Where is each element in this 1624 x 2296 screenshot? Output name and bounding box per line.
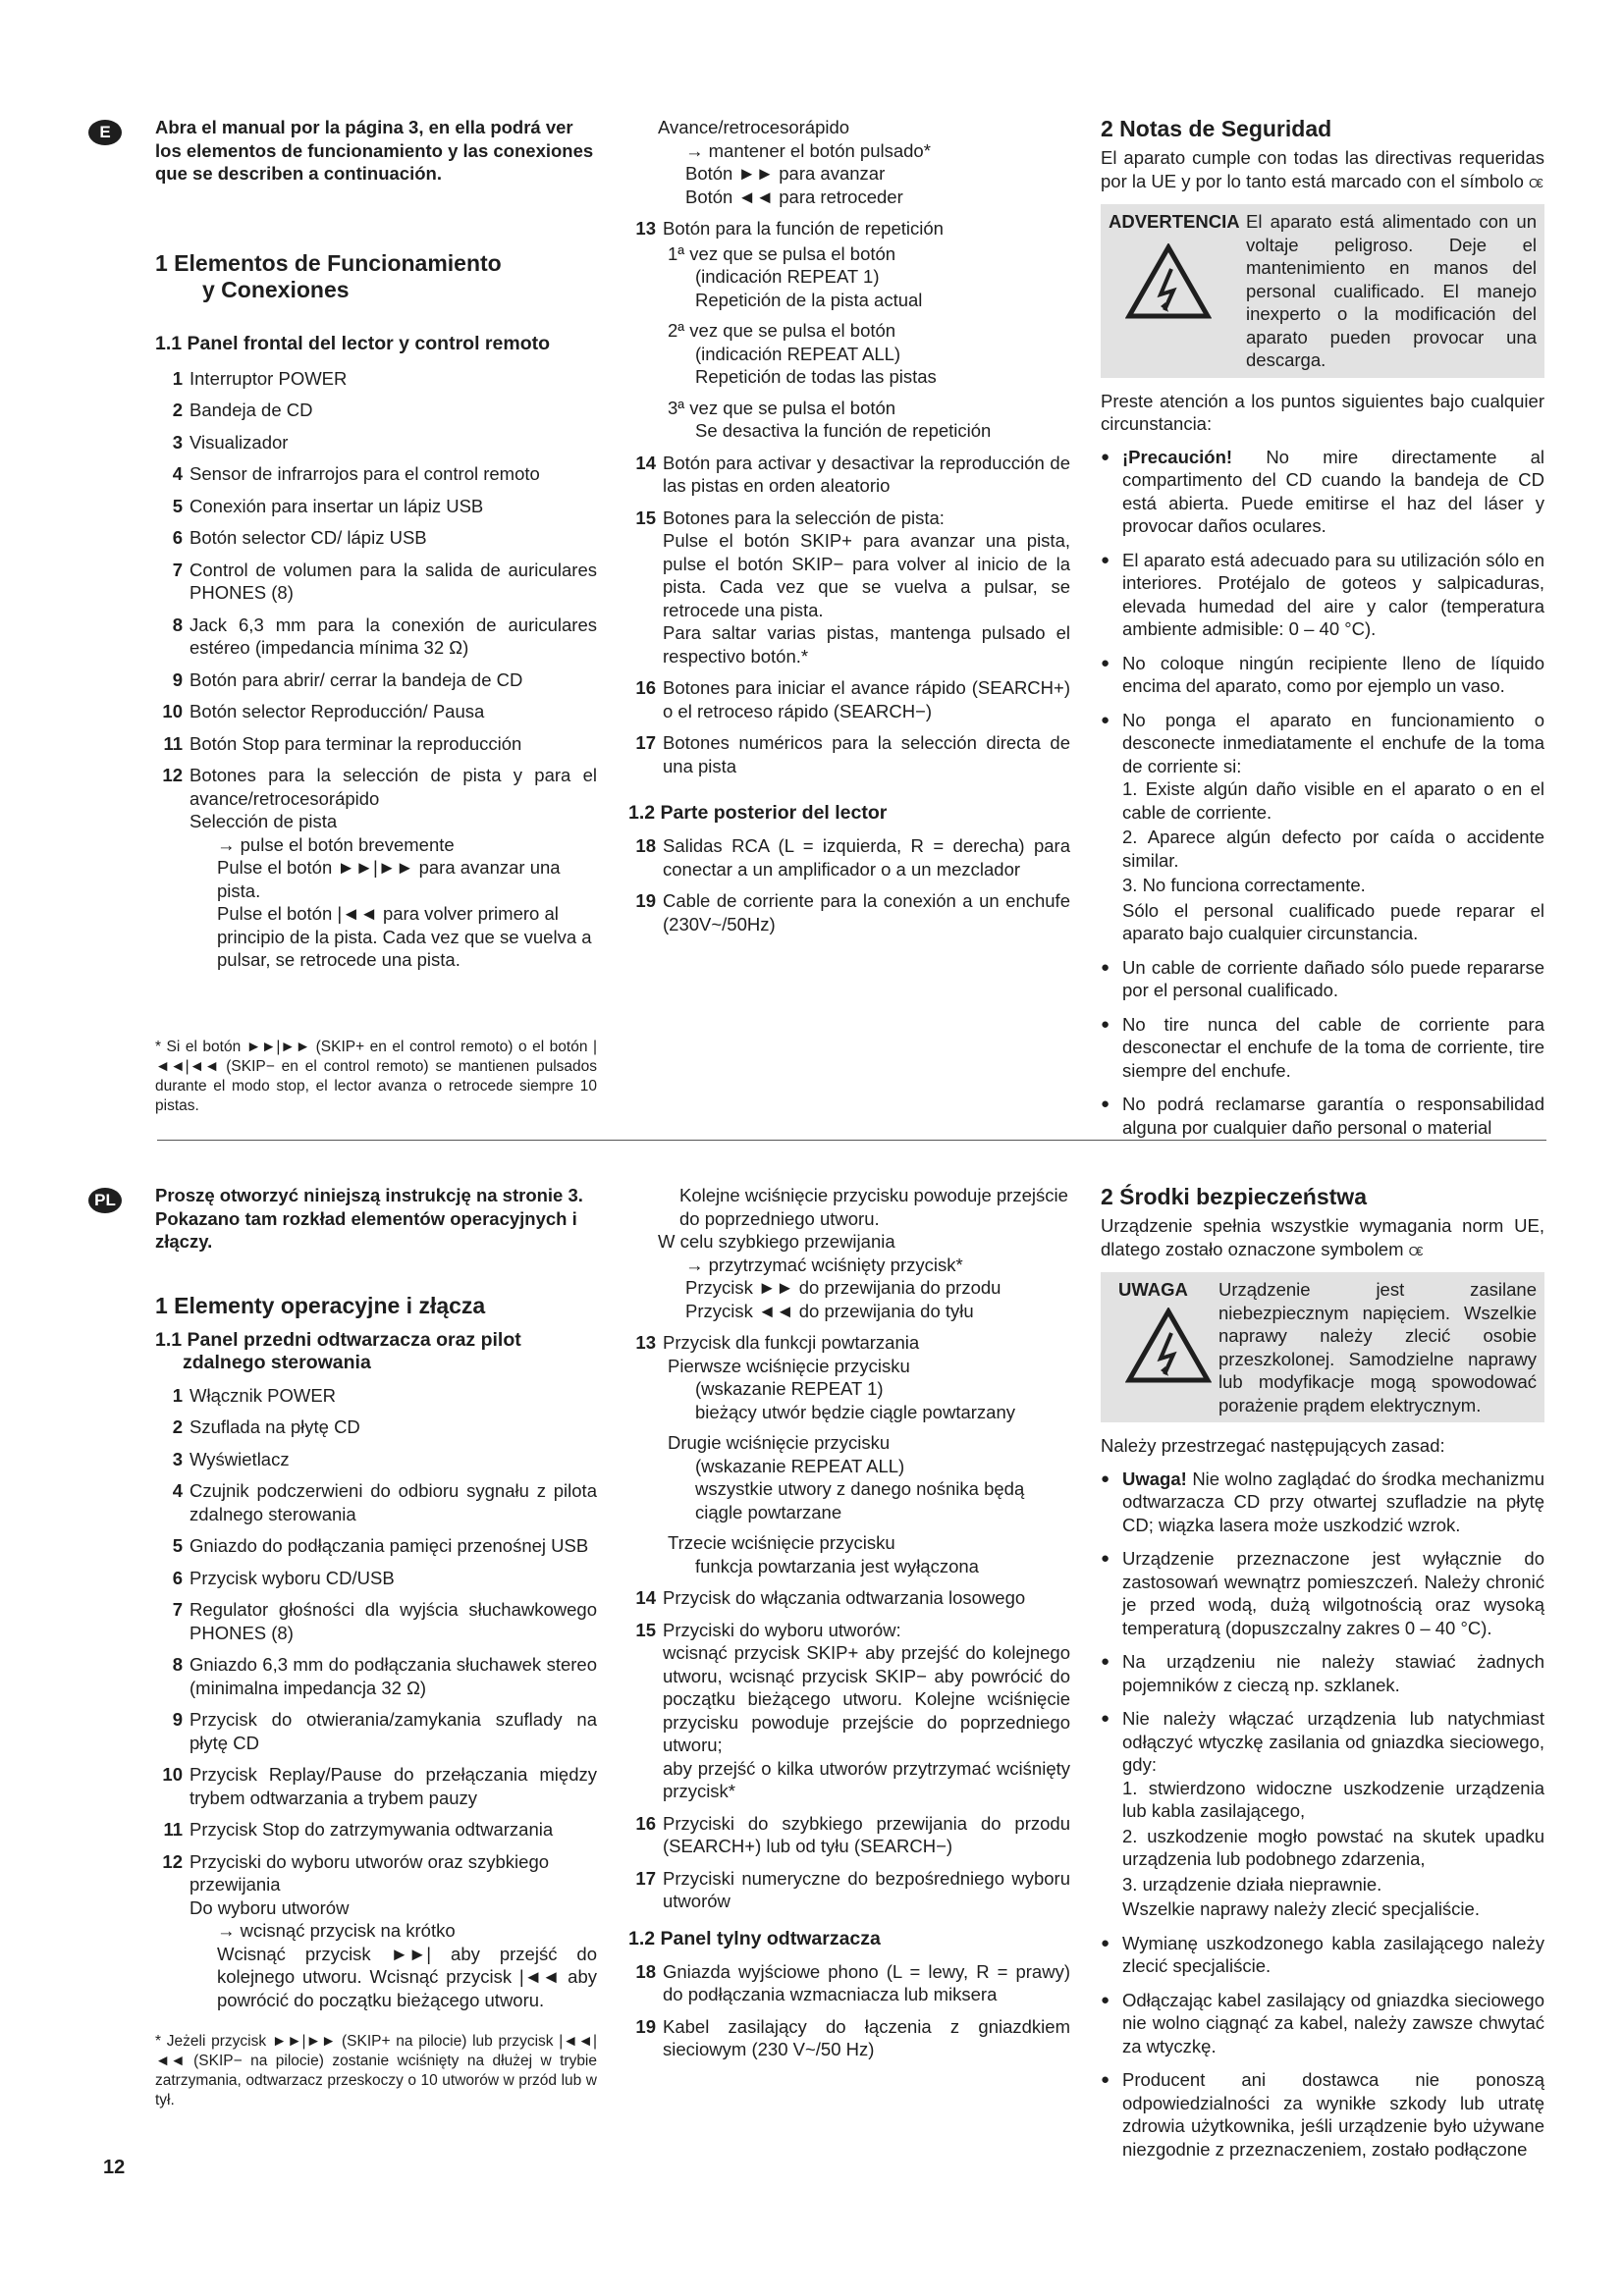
item-number: 18 xyxy=(635,835,656,856)
item-text: Bandeja de CD xyxy=(189,400,313,420)
item-number: 3 xyxy=(172,431,183,453)
item-number: 1 xyxy=(172,367,183,389)
item-number: 17 xyxy=(635,1867,656,1889)
list-item: 3. No funciona correctamente. xyxy=(1122,875,1366,895)
pl-item-12 xyxy=(155,1850,597,2012)
item-text: Sensor de infrarrojos para el control remoto xyxy=(189,463,540,484)
high-voltage-warning-icon xyxy=(1125,243,1212,320)
es-column-3 xyxy=(1101,116,1544,1149)
es-column-2 xyxy=(628,116,1070,944)
es-section12-title: 1.2 Parte posterior del lector xyxy=(628,802,888,824)
warning-text: Urządzenie jest zasilane niebezpiecznym napięciem. Wszelkie naprawy należy zlecić osobie przeszkolonej. Samodzielne naprawy lub modyfikacje mogą spowodować porażenie prądem elektrycznym. xyxy=(1218,1279,1537,1415)
item-text: Przycisk Replay/Pause do przełączania między trybem odtwarzania a trybem pauzy xyxy=(189,1764,597,1808)
section-divider xyxy=(157,1140,1546,1141)
pl-bullet-3: ● Na urządzeniu nie należy stawiać żadnych pojemników z cieczą np. szklanek. xyxy=(1101,1650,1544,1696)
item-number: 12 xyxy=(162,1850,183,1872)
es-safety-title: 2 Notas de Seguridad xyxy=(1101,116,1332,141)
repeat-effect: bieżący utwór będzie ciągle powtarzany xyxy=(695,1401,1015,1422)
pl-footnote: * Jeżeli przycisk ►►|►► (SKIP+ na pilocie) lub przycisk |◄◄|◄◄ (SKIP− na pilocie) zostanie wciśnięty na dłużej w trybie zatrzymania, odtwarzacz przeskoczy o 10 utworów w przód lub w tył. xyxy=(155,2033,597,2109)
item-number: 11 xyxy=(163,732,183,754)
item-text: Visualizador xyxy=(189,431,289,453)
es-item-12 xyxy=(155,764,597,972)
item-text: Przyciski do wyboru utworów: wcisnąć przycisk SKIP+ aby przejść do kolejnego utworu, wcisnąć przycisk SKIP− aby powrócić do początku bieżącego utworu. Kolejne wciśnięcie przycisku powoduje przejście do poprzedniego utworu; aby przejść o kilka utworów przytrzymać wciśnięty przycisk* xyxy=(663,1619,1070,1801)
es-hold-button: → mantener el botón pulsado* xyxy=(685,139,931,161)
item-text: Interruptor POWER xyxy=(189,367,348,389)
repeat-press: 3ª vez que se pulsa el botón xyxy=(668,397,896,418)
item-number: 16 xyxy=(635,677,656,698)
item-text: Gniazdo do podłączania pamięci przenośnej USB xyxy=(189,1535,589,1556)
item-text: Przyciski numeryczne do bezpośredniego wyboru utworów xyxy=(663,1867,1070,1911)
item-text: Kabel zasilający do łączenia z gniazdkiem sieciowym (230 V~/50 Hz) xyxy=(663,2015,1070,2059)
item-number: 2 xyxy=(172,400,183,420)
item-text: Przycisk wyboru CD/USB xyxy=(189,1567,395,1588)
repeat-effect: wszystkie utwory z danego nośnika będą ciągle powtarzane xyxy=(695,1478,1025,1522)
item-text: Conexión para insertar un lápiz USB xyxy=(189,495,484,516)
pl-hold-button: → przytrzymać wciśnięty przycisk* xyxy=(685,1254,963,1275)
item-text: Botones para la selección de pista: Pulse el botón SKIP+ para avanzar una pista, pulse el botón SKIP− para volver al inicio de la pista. Cada vez que se vuelva a pulsar, se retrocede una pista. Para saltar varias pistas, mantenga pulsado el respectivo botón.* xyxy=(663,507,1070,667)
item-number: 6 xyxy=(172,1567,183,1588)
numbered-item xyxy=(155,1567,597,1590)
es-footnote: * Si el botón ►►|►► (SKIP+ en el control remoto) o el botón |◄◄|◄◄ (SKIP− en el control remoto) se mantienen pulsados durante el modo stop, el lector avanza o retrocede siempre 10 pistas. xyxy=(155,1038,597,1114)
numbered-item xyxy=(628,834,1070,881)
pl-intro: Proszę otworzyć niniejszą instrukcję na stronie 3. Pokazano tam rozkład elementów operacyjnych i złączy. xyxy=(155,1185,583,1252)
numbered-item xyxy=(628,2015,1070,2061)
item-number: 4 xyxy=(172,1480,183,1501)
es-forward-button: Botón ►► para avanzar xyxy=(685,163,886,184)
pl-bullet-7: ● Producent ani dostawca nie ponoszą odpowiedzialności za wynikłe szkody lub utratę zdrowia użytkownika, jeśli urządzenie było używane niezgodnie z przeznaczeniem, zostało podłączone xyxy=(1101,2068,1544,2161)
numbered-item xyxy=(155,1763,597,1809)
item-number: 11 xyxy=(163,1819,183,1840)
pl-fast-label: W celu szybkiego przewijania xyxy=(658,1231,895,1252)
safety-intro-text: El aparato cumple con todas las directivas requeridas por la UE y por lo tanto está marcado con el símbolo xyxy=(1101,147,1544,191)
item-number: 8 xyxy=(172,614,183,635)
item-number: 4 xyxy=(172,463,183,484)
repeat-indicator: (indicación REPEAT ALL) xyxy=(695,343,901,364)
item-number: 2 xyxy=(172,1416,183,1437)
numbered-item xyxy=(155,367,597,391)
numbered-item xyxy=(628,1586,1070,1610)
list-item: 1. stwierdzono widoczne uszkodzenie urządzenia lub kabla zasilającego, xyxy=(1122,1777,1544,1821)
repeat-press: 1ª vez que se pulsa el botón xyxy=(668,242,896,264)
numbered-item xyxy=(155,668,597,692)
es-rewind-button: Botón ◄◄ para retroceder xyxy=(685,186,903,207)
list-item: 2. uszkodzenie mogło powstać na skutek upadku urządzenia lub podobnego zdarzenia, xyxy=(1122,1825,1544,1869)
item-text: Wyświetlacz xyxy=(189,1448,290,1469)
repeat-press: 2ª vez que se pulsa el botón xyxy=(668,320,896,341)
numbered-item xyxy=(155,1479,597,1525)
warning-label: UWAGA xyxy=(1118,1279,1188,1300)
item-text: Botones para iniciar el avance rápido (SEARCH+) o el retroceso rápido (SEARCH−) xyxy=(663,677,1070,721)
item-text: Przycisk dla funkcji powtarzania xyxy=(663,1332,920,1353)
es-press-back: Pulse el botón |◄◄ para volver primero al principio de la pista. Cada vez que se vuelva a pulsar, se retrocede una pista. xyxy=(217,903,592,970)
item-text: Control de volumen para la salida de auriculares PHONES (8) xyxy=(189,559,597,603)
repeat-indicator: (wskazanie REPEAT ALL) xyxy=(695,1455,905,1476)
item-number: 13 xyxy=(635,1332,656,1353)
ce-mark: C€ xyxy=(1529,175,1542,190)
list-item: 1. Existe algún daño visible en el aparato o en el cable de corriente. xyxy=(1122,778,1544,823)
es-intro: Abra el manual por la página 3, en ella podrá ver los elementos de funcionamiento y las conexiones que se describen a continuación. xyxy=(155,117,594,184)
numbered-item xyxy=(155,526,597,550)
item-number: 10 xyxy=(162,701,183,721)
es-section11-title: 1.1 Panel frontal del lector y control remoto xyxy=(155,332,551,354)
high-voltage-warning-icon xyxy=(1125,1308,1212,1384)
pl-column-3 xyxy=(1101,1184,1544,2171)
item-text: Szuflada na płytę CD xyxy=(189,1416,360,1437)
numbered-item xyxy=(155,399,597,422)
warning-label: ADVERTENCIA xyxy=(1109,211,1240,232)
bullet-tail: Wszelkie naprawy należy zlecić specjaliście. xyxy=(1122,1898,1480,1919)
repeat-indicator: (wskazanie REPEAT 1) xyxy=(695,1378,884,1399)
repeat-press: Drugie wciśnięcie przycisku xyxy=(668,1432,891,1453)
bullet-text: ● Nie należy włączać urządzenia lub natychmiast odłączyć wtyczkę zasilania od gniazdka sieciowego, gdy: xyxy=(1122,1708,1544,1775)
item-text: Przyciski do szybkiego przewijania do przodu (SEARCH+) lub od tyłu (SEARCH−) xyxy=(663,1812,1070,1856)
warning-text: El aparato está alimentado con un voltaje peligroso. Deje el mantenimiento en manos del personal cualificado. El manejo inexperto o la modificación del aparato pueden provocar una descarga. xyxy=(1246,211,1537,370)
pl-section11-title-line1: 1.1 Panel przedni odtwarzacza oraz pilot xyxy=(155,1328,521,1351)
bullet-text: No mire directamente al compartimento del CD cuando la bandeja de CD está abierta. Puede emitirse el haz del láser y provocar daños oculares. xyxy=(1122,446,1544,536)
item-number: 3 xyxy=(172,1448,183,1469)
pl-safety-intro xyxy=(1101,1214,1544,1262)
repeat-effect: Repetición de todas las pistas xyxy=(695,366,937,387)
item-number: 14 xyxy=(635,452,656,473)
list-item: 2. Aparece algún defecto por caída o accidente similar. xyxy=(1122,827,1544,871)
es-bullet-3: ● No coloque ningún recipiente lleno de líquido encima del aparato, como por ejemplo un vaso. xyxy=(1101,652,1544,698)
bullet-tail: Sólo el personal cualificado puede reparar el aparato bajo cualquier circunstancia. xyxy=(1122,899,1544,943)
es-section1-title-line2: y Conexiones xyxy=(202,276,350,302)
repeat-press: Pierwsze wciśnięcie przycisku xyxy=(668,1355,910,1376)
item-number: 9 xyxy=(172,1709,183,1730)
language-badge-es: E xyxy=(88,120,122,145)
es-bullet-2: ● El aparato está adecuado para su utilización sólo en interiores. Protéjalo de goteos y salpicaduras, elevada humedad del aire y calor (temperatura ambiente admisible: 0 – 40 °C). xyxy=(1101,549,1544,641)
pl-column-2 xyxy=(628,1184,1070,2070)
pl-section11-title-line2: zdalnego sterowania xyxy=(183,1351,371,1373)
language-badge-pl: PL xyxy=(88,1188,122,1213)
es-safety-intro xyxy=(1101,146,1544,194)
repeat-effect: Repetición de la pista actual xyxy=(695,289,923,310)
list-item: 3. urządzenie działa nieprawnie. xyxy=(1122,1873,1382,1895)
es-section1-title-line1: 1 Elementos de Funcionamiento xyxy=(155,249,502,276)
pl-bullet-2: ● Urządzenie przeznaczone jest wyłącznie do zastosowań wewnątrz pomieszczeń. Należy chronić je przed wodą, dużą wilgotnością oraz wysoką temperaturą (dopuszczalny zakres 0 – 40 °C). xyxy=(1101,1547,1544,1639)
bullet-bold: ¡Precaución! xyxy=(1122,446,1233,467)
numbered-item xyxy=(155,1415,597,1439)
bullet-text: Nie wolno zaglądać do środka mechanizmu odtwarzacza CD przy otwartej szufladzie na płytę CD; wiązka lasera może uszkodzić wzrok. xyxy=(1122,1468,1544,1535)
bullet-bold: Uwaga! xyxy=(1122,1468,1187,1489)
numbered-item xyxy=(628,676,1070,722)
numbered-item xyxy=(628,507,1070,668)
item-text: Botón para activar y desactivar la reproducción de las pistas en orden aleatorio xyxy=(663,452,1070,496)
numbered-item xyxy=(155,732,597,756)
item-text: Przyciski do wyboru utworów oraz szybkiego przewijania xyxy=(189,1850,550,1895)
pl-bullet-5: ● Wymianę uszkodzonego kabla zasilającego należy zlecić specjaliście. xyxy=(1101,1932,1544,1978)
item-text: Regulator głośności dla wyjścia słuchawkowego PHONES (8) xyxy=(189,1599,597,1643)
es-bullet-5: ● Un cable de corriente dañado sólo puede repararse por el personal cualificado. xyxy=(1101,956,1544,1002)
numbered-item xyxy=(155,1708,597,1754)
es-item-list-3 xyxy=(628,834,1070,935)
pl-bullet-6: ● Odłączając kabel zasilający od gniazdka sieciowego nie wolno ciągnąć za kabel, należy zawsze chwytać za wtyczkę. xyxy=(1101,1989,1544,2058)
numbered-item xyxy=(628,452,1070,498)
pl-continue: Kolejne wciśnięcie przycisku powoduje przejście do poprzedniego utworu. xyxy=(679,1185,1068,1229)
item-text: Czujnik podczerwieni do odbioru sygnału z pilota zdalnego sterowania xyxy=(189,1480,597,1524)
pl-column-1 xyxy=(155,1184,597,2110)
numbered-item xyxy=(628,731,1070,777)
es-press-short: → pulse el botón brevemente xyxy=(217,833,455,855)
item-text: Jack 6,3 mm para la conexión de auriculares estéreo (impedancia mínima 32 Ω) xyxy=(189,614,597,658)
item-number: 19 xyxy=(635,2015,656,2037)
es-item-13 xyxy=(628,217,1070,443)
numbered-item xyxy=(628,1619,1070,1803)
es-bullet-1 xyxy=(1101,446,1544,538)
item-number: 19 xyxy=(635,890,656,911)
numbered-item xyxy=(155,462,597,486)
pl-item-list-2 xyxy=(628,1586,1070,1913)
item-text: Cable de corriente para la conexión a un enchufe (230V~/50Hz) xyxy=(663,890,1070,934)
item-text: Botón para abrir/ cerrar la bandeja de CD xyxy=(189,668,523,690)
item-number: 10 xyxy=(162,1764,183,1785)
item-text: Botón selector Reproducción/ Pausa xyxy=(189,701,485,721)
item-number: 1 xyxy=(172,1384,183,1406)
es-track-select: Selección de pista xyxy=(189,811,338,831)
item-number: 7 xyxy=(172,1599,183,1620)
numbered-item xyxy=(155,559,597,605)
item-text: Botones para la selección de pista y para el avance/retrocesorápido xyxy=(189,765,597,809)
item-text: Botón Stop para terminar la reproducción xyxy=(189,732,522,754)
numbered-item xyxy=(155,1534,597,1558)
numbered-item xyxy=(155,1598,597,1644)
es-press-forward: Pulse el botón ►►|►► para avanzar una pista. xyxy=(217,857,561,901)
repeat-press: Trzecie wciśnięcie przycisku xyxy=(668,1532,895,1553)
es-bullet-6: ● No tire nunca del cable de corriente para desconectar el enchufe de la toma de corriente, tire siempre del enchufe. xyxy=(1101,1013,1544,1083)
item-number: 7 xyxy=(172,559,183,580)
page-number: 12 xyxy=(103,2157,126,2178)
numbered-item xyxy=(628,1960,1070,2006)
numbered-item xyxy=(155,1384,597,1408)
pl-item-list xyxy=(155,1384,597,1842)
item-number: 18 xyxy=(635,1960,656,1982)
item-text: Przycisk do włączania odtwarzania losowego xyxy=(663,1587,1026,1608)
pl-item-list-3 xyxy=(628,1960,1070,2061)
item-number: 15 xyxy=(635,507,656,528)
pl-item-13 xyxy=(628,1331,1070,1577)
repeat-effect: funkcja powtarzania jest wyłączona xyxy=(695,1555,979,1576)
item-number: 12 xyxy=(162,765,183,785)
es-item-list-2 xyxy=(628,452,1070,778)
repeat-effect: Se desactiva la función de repetición xyxy=(695,420,992,441)
item-text: Botón para la función de repetición xyxy=(663,218,944,239)
item-text: Gniazdo 6,3 mm do podłączania słuchawek stereo (minimalna impedancja 32 Ω) xyxy=(189,1654,597,1698)
pl-press-short: → wcisnąć przycisk na krótko xyxy=(217,1920,456,1941)
numbered-item xyxy=(155,495,597,518)
pl-bullet-4 xyxy=(1101,1707,1544,1921)
item-number: 15 xyxy=(635,1619,656,1640)
pl-bullet-1 xyxy=(1101,1468,1544,1537)
pl-forward-button: Przycisk ►► do przewijania do przodu xyxy=(685,1277,1001,1298)
item-text: Gniazda wyjściowe phono (L = lewy, R = prawy) do podłączania wzmacniacza lub miksera xyxy=(663,1960,1070,2004)
item-number: 5 xyxy=(172,495,183,516)
numbered-item xyxy=(155,431,597,454)
numbered-item xyxy=(155,614,597,660)
item-text: Botón selector CD/ lápiz USB xyxy=(189,527,427,548)
numbered-item xyxy=(628,889,1070,935)
item-number: 5 xyxy=(172,1535,183,1556)
repeat-indicator: (indicación REPEAT 1) xyxy=(695,266,880,287)
es-item-list xyxy=(155,367,597,756)
numbered-item xyxy=(628,1812,1070,1858)
bullet-text: ● No ponga el aparato en funcionamiento o desconecte inmediatamente el enchufe de la toma de corriente si: xyxy=(1122,709,1544,776)
pl-section12-title: 1.2 Panel tylny odtwarzacza xyxy=(628,1927,881,1949)
item-number: 6 xyxy=(172,527,183,548)
item-text: Salidas RCA (L = izquierda, R = derecha) para conectar a un amplificador o a un mezclador xyxy=(663,835,1070,880)
numbered-item xyxy=(155,1818,597,1842)
pl-rewind-button: Przycisk ◄◄ do przewijania do tyłu xyxy=(685,1300,974,1321)
pl-press-forward: Wcisnąć przycisk ►►| aby przejść do kolejnego utworu. Wcisnąć przycisk |◄◄ aby powrócić do początku bieżącego utworu. xyxy=(217,1943,597,2010)
pl-repeat-block xyxy=(668,1355,1070,1578)
item-text: Przycisk do otwierania/zamykania szuflady na płytę CD xyxy=(189,1709,597,1753)
item-number: 13 xyxy=(635,218,656,239)
ce-mark: C€ xyxy=(1408,1243,1422,1258)
es-repeat-1 xyxy=(668,242,1070,443)
item-number: 9 xyxy=(172,668,183,690)
pl-track-select: Do wyboru utworów xyxy=(189,1896,350,1918)
item-text: Botones numéricos para la selección directa de una pista xyxy=(663,732,1070,776)
es-bullet-7: ● No podrá reclamarse garantía o responsabilidad alguna por cualquier daño personal o material xyxy=(1101,1093,1544,1139)
es-bullet-4 xyxy=(1101,709,1544,945)
item-number: 14 xyxy=(635,1587,656,1608)
item-number: 16 xyxy=(635,1812,656,1834)
numbered-item xyxy=(155,1448,597,1471)
pl-section1-title: 1 Elementy operacyjne i złącza xyxy=(155,1292,486,1318)
pl-warning-box xyxy=(1101,1272,1544,1422)
item-text: Przycisk Stop do zatrzymywania odtwarzania xyxy=(189,1819,554,1840)
numbered-item xyxy=(155,1653,597,1699)
pl-attention: Należy przestrzegać następujących zasad: xyxy=(1101,1435,1445,1456)
safety-intro-text: Urządzenie spełnia wszystkie wymagania norm UE, dlatego zostało oznaczone symbolem xyxy=(1101,1215,1544,1259)
es-warning-box xyxy=(1101,204,1544,378)
pl-safety-title: 2 Środki bezpieczeństwa xyxy=(1101,1184,1367,1209)
es-fast-forward-label: Avance/retrocesorápido xyxy=(658,117,850,137)
item-text: Włącznik POWER xyxy=(189,1384,337,1406)
es-column-1 xyxy=(155,116,597,1116)
numbered-item xyxy=(628,1867,1070,1913)
es-attention: Preste atención a los puntos siguientes bajo cualquier circunstancia: xyxy=(1101,390,1544,434)
numbered-item xyxy=(155,700,597,723)
item-number: 17 xyxy=(635,732,656,753)
item-number: 8 xyxy=(172,1654,183,1675)
